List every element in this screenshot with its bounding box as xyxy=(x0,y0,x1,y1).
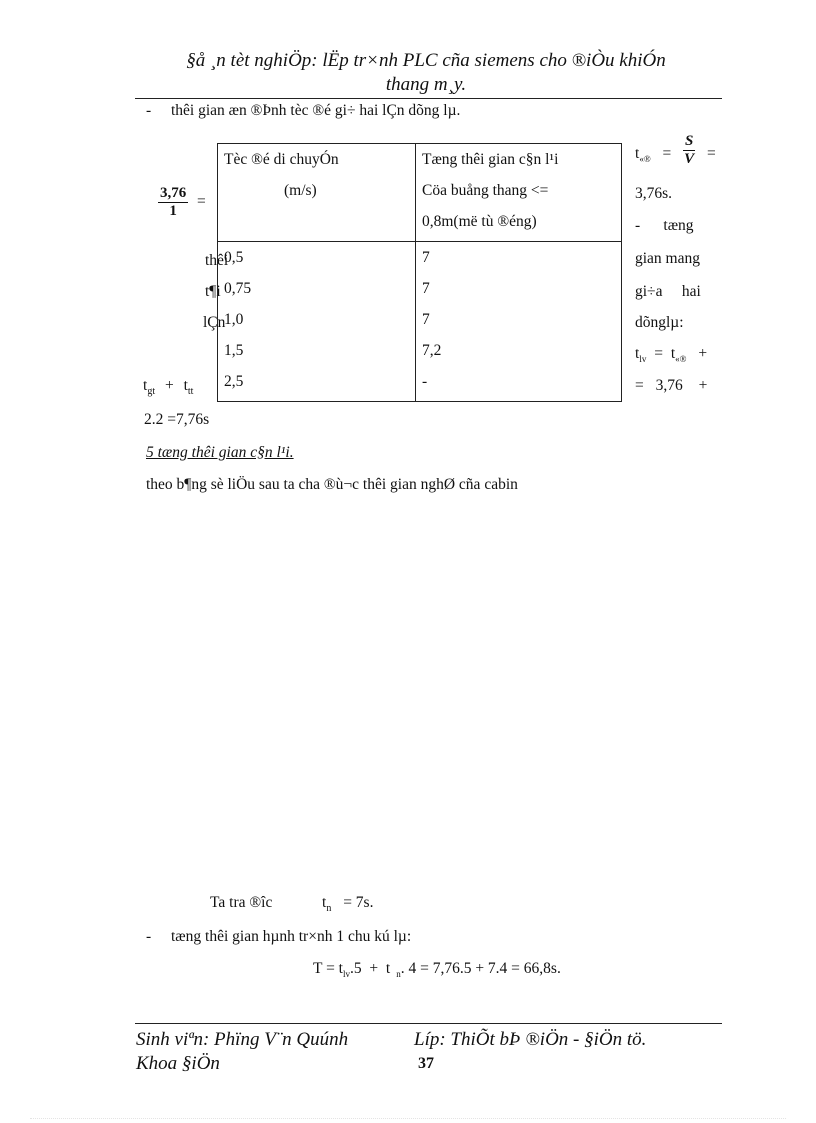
last-eq: = xyxy=(635,377,644,394)
left-word-3: lÇn xyxy=(203,314,226,331)
table-row-speed: 0,75 xyxy=(224,280,252,297)
header-time-line2: Cöa buång thang <= xyxy=(422,182,549,199)
expr-sub-gt: gt xyxy=(147,386,156,398)
left-equals: = xyxy=(197,193,206,210)
left-expression xyxy=(143,377,193,397)
fraction-numerator: 3,76 xyxy=(160,185,187,201)
left-fraction xyxy=(158,185,188,220)
right-line-1: 3,76s. xyxy=(635,185,673,202)
expr-t2: t xyxy=(183,377,188,394)
table-row-time: - xyxy=(422,373,428,390)
formula-eq2: = xyxy=(707,145,716,162)
theo-line: theo b¶ng sè liÖu sau ta cha ®ù¬c thêi gian nghØ cña cabin xyxy=(146,476,518,493)
formula-sub-od: «® xyxy=(639,154,651,165)
expr-sub-tt: tt xyxy=(187,386,194,398)
table-row-time: 7 xyxy=(422,280,430,297)
intro-line: thêi gian æn ®Þnh tèc ®é gi÷ hai lÇn dõng lµ. xyxy=(171,102,461,119)
table-row-speed: 2,5 xyxy=(224,373,244,390)
tn-t: t xyxy=(322,894,327,911)
formula-part-b: .5 + t xyxy=(350,960,391,977)
bullet-dash-2: - xyxy=(146,928,152,945)
table-row-time: 7,2 xyxy=(422,342,442,359)
cycle-formula xyxy=(313,960,561,979)
table-body xyxy=(218,242,622,402)
speed-column xyxy=(218,242,416,402)
header-title-line2: thang m¸y. xyxy=(385,74,467,95)
tlv-t2: t xyxy=(670,345,676,362)
tn-value: = 7s. xyxy=(343,894,374,911)
table-row-speed: 1,0 xyxy=(224,311,244,328)
right-line-5: dõnglµ: xyxy=(635,314,684,331)
formula-part-a: T = t xyxy=(313,960,343,977)
fraction-s: S xyxy=(685,133,694,149)
tn-formula xyxy=(322,894,373,914)
table-row-time: 7 xyxy=(422,249,430,266)
left-word-1: thêi xyxy=(205,252,229,269)
footer-rule xyxy=(135,1023,722,1024)
footer-class: Líp: ThiÕt bÞ ®iÖn - §iÖn tö. xyxy=(414,1029,647,1050)
fraction-denominator: 1 xyxy=(169,203,177,219)
speed-time-table xyxy=(217,143,622,402)
header-speed-label: Tèc ®é di chuyÓn xyxy=(224,151,339,168)
s-over-v-fraction xyxy=(683,133,695,168)
cycle-line: tæng thêi gian hµnh tr×nh 1 chu kú lµ: xyxy=(171,928,412,945)
header-title-line1: §å ¸n tèt nghiÖp: lËp tr×nh PLC cña siemens cho ®iÒu khiÓn xyxy=(186,50,666,71)
header-rule xyxy=(135,98,722,99)
header-time-label: Tæng thêi gian c§n l¹i xyxy=(422,151,559,168)
expr-plus: + xyxy=(164,377,174,394)
right-last-line xyxy=(635,377,707,395)
tn-sub: n xyxy=(326,903,332,915)
last-plus: + xyxy=(698,377,708,394)
right-line-2: - tæng xyxy=(635,217,694,234)
right-line-4: gi÷a hai xyxy=(635,283,701,300)
table-row-time: 7 xyxy=(422,311,430,328)
expr-t1: t xyxy=(143,377,148,394)
right-line-3: gian mang xyxy=(635,250,700,267)
formula-sub-n: n xyxy=(396,969,401,980)
footer-student: Sinh viªn: Phïng V¨n Quúnh xyxy=(136,1029,349,1050)
formula-part-c: . 4 = 7,76.5 + 7.4 = 66,8s. xyxy=(400,960,561,977)
bottom-dotted-divider xyxy=(30,1118,786,1119)
header-speed-unit: (m/s) xyxy=(284,182,317,199)
table-row-speed: 1,5 xyxy=(224,342,244,359)
tlv-t: t xyxy=(635,345,640,362)
table-header-row xyxy=(218,144,622,242)
footer-faculty: Khoa §iÖn xyxy=(136,1053,220,1074)
right-tlv-formula xyxy=(635,345,707,364)
tlv-sub: lv xyxy=(639,354,647,365)
tlv-eq: = xyxy=(654,345,663,362)
left-word-2: t¶i xyxy=(205,283,221,300)
formula-sub-lv: lv xyxy=(343,969,351,980)
after-table-line: 2.2 =7,76s xyxy=(144,411,210,428)
ta-tra-label: Ta tra ®îc xyxy=(210,894,273,911)
right-formula xyxy=(635,145,679,164)
fraction-v: V xyxy=(684,151,695,167)
header-cell-time xyxy=(416,144,622,242)
bullet-dash: - xyxy=(146,102,152,119)
section-heading: 5 tæng thêi gian c§n l¹i. xyxy=(146,444,294,461)
tlv-sub2: «® xyxy=(675,354,687,365)
last-val: 3,76 xyxy=(655,377,683,394)
formula-t: t xyxy=(635,145,640,162)
page-number: 37 xyxy=(418,1055,434,1072)
header-time-line3: 0,8m(më tù ®éng) xyxy=(422,213,537,230)
header-cell-speed xyxy=(218,144,416,242)
time-column xyxy=(416,242,622,402)
formula-eq1: = xyxy=(662,145,672,162)
tlv-plus: + xyxy=(698,345,708,362)
table-row-speed: 0,5 xyxy=(224,249,244,266)
